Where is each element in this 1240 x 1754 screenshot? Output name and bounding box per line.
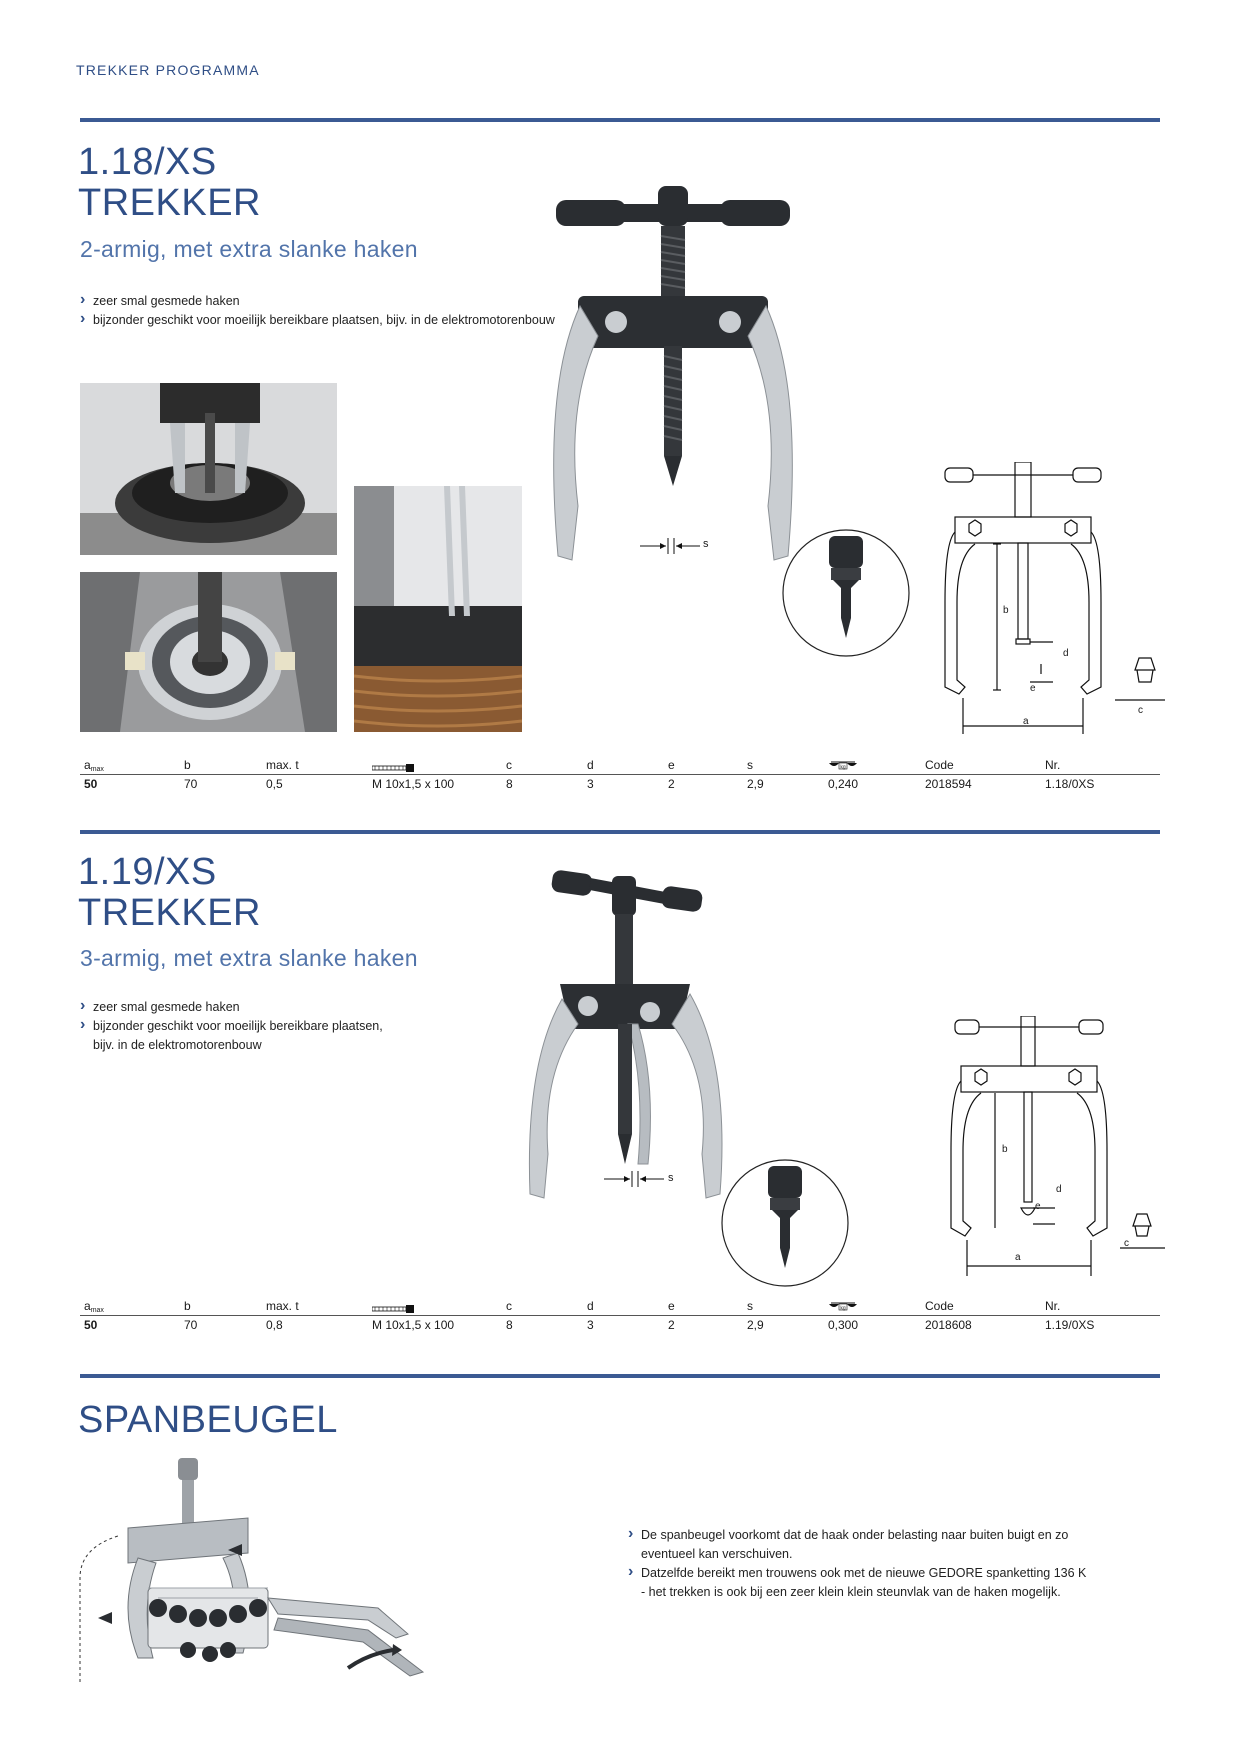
svg-text:kg: kg	[840, 764, 846, 771]
value-c: 8	[506, 1318, 513, 1332]
svg-text:kg: kg	[840, 1305, 846, 1312]
section-title-spanbeugel: SPANBEUGEL	[78, 1399, 338, 1441]
feature-list	[80, 292, 560, 330]
spec-table	[80, 756, 1160, 794]
col-nr: Nr.	[1045, 1299, 1061, 1313]
value-a: 50	[84, 1318, 98, 1332]
col-e: e	[668, 1299, 675, 1313]
value-c: 8	[506, 777, 513, 791]
col-nr: Nr.	[1045, 758, 1061, 772]
feature-item: › Datzelfde bereikt men trouwens ook met de nieuwe GEDORE spanketting 136 K - het trekken is ook bij een zeer klein klein steunvlak van de haken mogelijk.	[628, 1564, 1088, 1602]
value-code: 2018608	[925, 1318, 972, 1332]
value-max-t: 0,8	[266, 1318, 283, 1332]
running-head: TREKKER PROGRAMMA	[76, 62, 260, 78]
col-e: e	[668, 758, 675, 772]
application-photo-bearing	[80, 572, 337, 732]
col-d: d	[587, 758, 594, 772]
feature-item: › bijzonder geschikt voor moeilijk bereikbare plaatsen,	[80, 1017, 460, 1036]
spanbeugel-illustration	[78, 1458, 438, 1682]
spec-table-row	[80, 775, 1160, 794]
spec-table-header	[80, 756, 1160, 775]
section-rule-1	[80, 118, 1160, 122]
product-image-2-arm-puller	[548, 186, 798, 570]
spec-table	[80, 1297, 1160, 1335]
spec-table-row	[80, 1316, 1160, 1335]
col-s: s	[747, 758, 753, 772]
product-image-3-arm-puller	[520, 864, 730, 1204]
drawing-label-b: b	[1003, 605, 1009, 616]
drawing-label-d: d	[1063, 648, 1069, 659]
product-code-title: 1.18/XS	[78, 141, 217, 183]
application-photo-motor	[80, 383, 337, 555]
section-rule-2	[80, 830, 1160, 834]
col-c: c	[506, 758, 512, 772]
drawing-label-c: c	[1124, 1238, 1129, 1249]
col-a: $a_{max}$	[84, 1299, 104, 1314]
section-rule-3	[80, 1374, 1160, 1378]
dimension-s-marker	[604, 1169, 694, 1189]
drawing-label-e: e	[1035, 1201, 1041, 1212]
scale-weight-icon	[828, 1300, 858, 1315]
product-subtitle: 3-armig, met extra slanke haken	[80, 945, 418, 971]
value-e: 2	[668, 777, 675, 791]
col-b: b	[184, 758, 191, 772]
dimension-s-label: s	[668, 1172, 674, 1184]
value-max-t: 0,5	[266, 777, 283, 791]
drawing-label-c: c	[1138, 705, 1143, 716]
col-c: c	[506, 1299, 512, 1313]
product-name: TREKKER	[78, 892, 261, 934]
technical-drawing-2-arm	[935, 462, 1165, 734]
feature-item: › De spanbeugel voorkomt dat de haak onder belasting naar buiten buigt en zo eventueel kan verschuiven.	[628, 1526, 1088, 1564]
dimension-s-marker	[640, 536, 730, 556]
drawing-label-a: a	[1023, 716, 1029, 727]
col-max-t: max. t	[266, 1299, 299, 1313]
feature-item: › zeer smal gesmede haken	[80, 292, 560, 311]
spanbeugel-feature-list	[628, 1526, 1088, 1602]
feature-item: › zeer smal gesmede haken	[80, 998, 460, 1017]
drawing-label-e: e	[1030, 683, 1036, 694]
value-weight: 0,240	[828, 777, 859, 791]
col-code: Code	[925, 1299, 954, 1313]
spindle-icon	[372, 761, 416, 775]
value-s: 2,9	[747, 777, 764, 791]
value-d: 3	[587, 1318, 594, 1332]
value-code: 2018594	[925, 777, 972, 791]
tip-detail-circle	[781, 528, 911, 658]
value-s: 2,9	[747, 1318, 764, 1332]
col-s: s	[747, 1299, 753, 1313]
value-b: 70	[184, 1318, 198, 1332]
col-max-t: max. t	[266, 758, 299, 772]
col-b: b	[184, 1299, 191, 1313]
feature-list	[80, 998, 460, 1055]
drawing-label-d: d	[1056, 1184, 1062, 1195]
product-code-title: 1.19/XS	[78, 851, 217, 893]
technical-drawing-3-arm	[945, 1016, 1165, 1276]
drawing-label-a: a	[1015, 1252, 1021, 1263]
product-subtitle: 2-armig, met extra slanke haken	[80, 236, 418, 262]
col-code: Code	[925, 758, 954, 772]
spindle-icon	[372, 1302, 416, 1316]
dimension-s-label: s	[703, 538, 709, 550]
feature-item-continuation: bijv. in de elektromotorenbouw	[93, 1038, 262, 1052]
col-a: $a_{max}$	[84, 758, 104, 773]
spec-table-header	[80, 1297, 1160, 1316]
value-d: 3	[587, 777, 594, 791]
product-name: TREKKER	[78, 182, 261, 224]
value-nr: 1.18/0XS	[1045, 777, 1095, 791]
value-b: 70	[184, 777, 198, 791]
application-photo-winding	[354, 486, 522, 732]
tip-detail-circle	[720, 1158, 850, 1288]
value-spindle: M 10x1,5 x 100	[372, 777, 455, 791]
value-spindle: M 10x1,5 x 100	[372, 1318, 455, 1332]
feature-item: › bijzonder geschikt voor moeilijk bereikbare plaatsen, bijv. in de elektromotorenbouw	[80, 311, 560, 330]
value-e: 2	[668, 1318, 675, 1332]
value-nr: 1.19/0XS	[1045, 1318, 1095, 1332]
drawing-label-b: b	[1002, 1144, 1008, 1155]
scale-weight-icon	[828, 759, 858, 774]
value-weight: 0,300	[828, 1318, 859, 1332]
value-a: 50	[84, 777, 98, 791]
col-d: d	[587, 1299, 594, 1313]
